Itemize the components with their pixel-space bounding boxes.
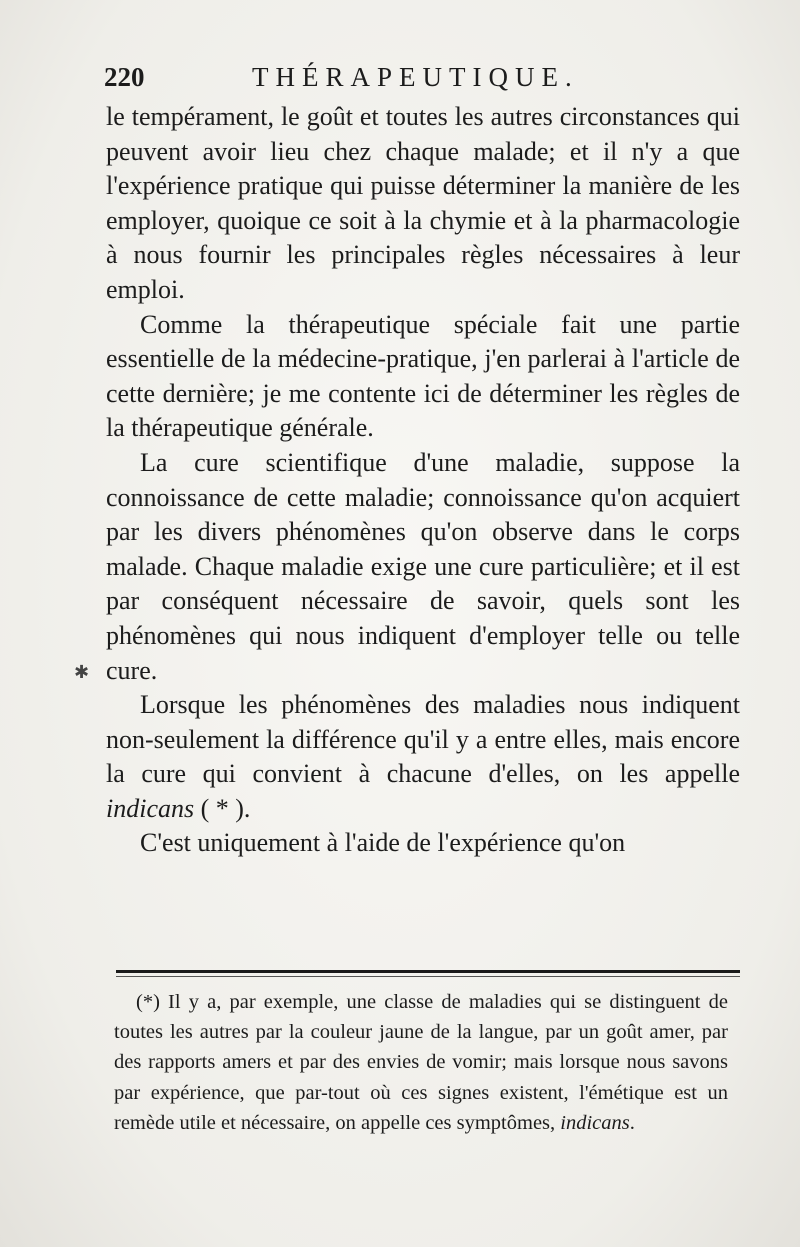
paragraph-indicans-text: Lorsque les phénomènes des maladies nous indiquent non-seulement la différence qu'il y a entre elles, mais encore la cure qui convient à chacune d'elles, on les appelle <box>106 690 740 789</box>
term-indicans: indicans <box>106 793 195 823</box>
footnote-text: (*) Il y a, par exemple, une classe de maladies qui se distinguent de toutes les autres par la couleur jaune de la langue, par un goût amer, par des rapports amers et par des envies de vomir; mais lorsque nous savons par expérience, que par-tout où ces signes existent, l'émétique est un remède utile et nécessaire, on appelle ces symptômes, <box>114 991 728 1134</box>
running-title: THÉRAPEUTIQUE. <box>252 62 579 92</box>
paragraph-continued: le tempérament, le goût et toutes les autres circonstances qui peuvent avoir lieu chez chaque malade; et il n'y a que l'expérience pratique qui puisse déterminer la manière de les employer, quoique ce soit à la chymie et à la pharmacologie à nous fournir les principales règles nécessaires à leur emploi. <box>106 102 740 304</box>
footnote <box>114 987 728 1138</box>
footnote-rule-thin <box>116 976 740 977</box>
footnote-end: . <box>629 1111 635 1134</box>
margin-mark: ✱ <box>74 662 90 683</box>
page-header <box>104 62 744 102</box>
footnote-term-indicans: indicans <box>560 1111 630 1134</box>
paragraph-experience: C'est uniquement à l'aide de l'expérience qu'on <box>140 828 626 858</box>
footnote-reference: ( * ). <box>194 793 251 823</box>
paragraph-therapeutique-speciale: Comme la thérapeutique spéciale fait une partie essentielle de la médecine-pratique, j'en parlerai à l'article de cette dernière; je me contente ici de déterminer les règles de la thérapeutique générale. <box>106 309 740 443</box>
paragraph-indicans <box>106 688 740 826</box>
main-text <box>106 100 740 861</box>
page-number: 220 <box>104 62 145 92</box>
paragraph-cure-scientifique: La cure scientifique d'une maladie, suppose la connoissance de cette maladie; connoissance qu'on acquiert par les divers phénomènes qu'on observe dans le corps malade. Chaque maladie exige une cure particulière; et il est par conséquent nécessaire de savoir, quels sont les phénomènes qui nous indiquent d'employer telle ou telle cure. <box>106 447 740 685</box>
footnote-rule <box>116 970 740 973</box>
